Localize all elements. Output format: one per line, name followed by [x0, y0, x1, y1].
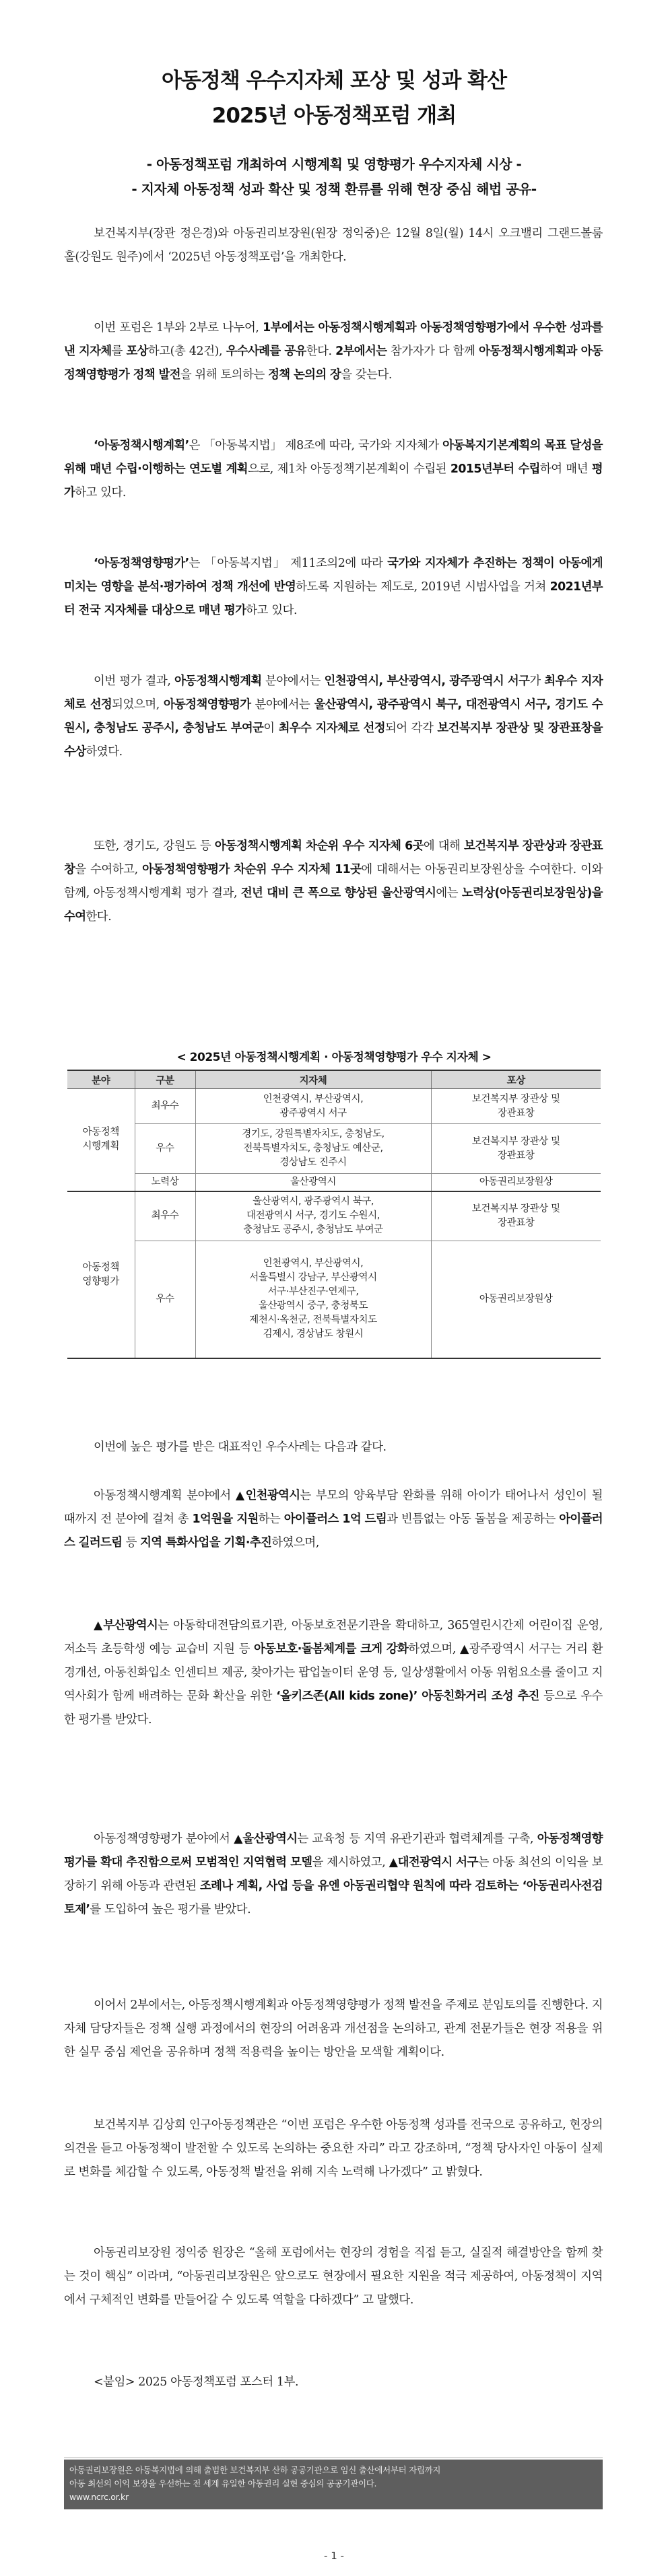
- subheadline-2: - 지자체 아동정책 성과 확산 및 정책 환류를 위해 현장 중심 해법 공유-: [131, 181, 537, 197]
- paragraph-9: ▲부산광역시는 아동학대전담의료기관, 아동보호전문기관을 확대하고, 365열린시간제 어린이집 운영, 저소득 초등학생 예능 교습비 지원 등 아동보호·돌봄체계를 크게 강화하였으며, ▲광주광역시 서구는 거리 환경개선, 아동친화입소 인센티브 제공, 찾아가는 팝업놀이터 운영 등, 일상생활에서 아동 위험요소를 줄이고 지역사회가 함께 배려하는 문화 확산을 위한 ‘올키즈존(All kids zone)’ 아동친화거리 조성 추진 등으로 우수한 평가를 받았다.: [64, 1619, 603, 1727]
- paragraph-13: 아동권리보장원 정익중 원장은 “올해 포럼에서는 현장의 경험을 직접 듣고, 실질적 해결방안을 함께 찾는 것이 핵심” 이라며, “아동권리보장원은 앞으로도 현장에서 필요한 지원을 적극 제공하여, 아동정책이 지역에서 구체적인 변화를 만들어갈 수 있도록 역할을 다하겠다” 고 말했다.: [64, 2246, 603, 2307]
- paragraph-8: 아동정책시행계획 분야에서 ▲인천광역시는 부모의 양육부담 완화를 위해 아이가 태어나서 성인이 될 때까지 전 분야에 걸쳐 총 1억원을 지원하는 아이플러스 1억 드림과 빈틈없는 아동 돌봄을 제공하는 아이플러스 길러드림 등 지역 특화사업을 기획·추진하였으며,: [64, 1489, 603, 1550]
- attachment-note: <붙임> 2025 아동정책포럼 포스터 1부.: [94, 2375, 299, 2389]
- headline-line-2: 2025년 아동정책포럼 개최: [211, 104, 457, 128]
- grade-cell: 우수: [135, 1241, 195, 1358]
- paragraph-7: 이번에 높은 평가를 받은 대표적인 우수사례는 다음과 같다.: [94, 1440, 387, 1454]
- paragraph-6: 또한, 경기도, 강원도 등 아동정책시행계획 차순위 우수 지자체 6곳에 대해 보건복지부 장관상과 장관표창을 수여하고, 아동정책영향평가 차순위 우수 지자체 11곳에 대해서는 아동권리보장원상을 수여한다. 이와 함께, 아동정책시행계획 평가 결과, 전년 대비 큰 폭으로 향상된 울산광역시에는 노력상(아동권리보장원상)을 수여한다.: [64, 839, 603, 924]
- paragraph-2: 이번 포럼은 1부와 2부로 나누어, 1부에서는 아동정책시행계획과 아동정책영향평가에서 우수한 성과를 낸 지자체를 포상하고(총 42건), 우수사례를 공유한다. 2부에서는 참가자가 다 함께 아동정책시행계획과 아동정책영향평가 정책 발전을 위해 토의하는 정책 논의의 장을 갖는다.: [64, 321, 603, 382]
- table-header-row: [67, 1070, 601, 1089]
- award-cell: 보건복지부 장관상 및 장관표창: [431, 1124, 601, 1174]
- paragraph-3: ‘아동정책시행계획’은 「아동복지법」 제8조에 따라, 국가와 지자체가 아동복지기본계획의 목표 달성을 위해 매년 수립·이행하는 연도별 계획으로, 제1차 아동정책기본계획이 수립된 2015년부터 수립하여 매년 평가하고 있다.: [64, 439, 603, 499]
- footer-website-link[interactable]: www.ncrc.or.kr: [69, 2492, 129, 2502]
- region-cell: 인천광역시, 부산광역시, 광주광역시 서구: [195, 1089, 431, 1124]
- page-number: - 1 -: [324, 2550, 344, 2562]
- header-region: 지자체: [195, 1070, 431, 1089]
- header-field: 분야: [67, 1070, 135, 1089]
- paragraph-11: 이어서 2부에서는, 아동정책시행계획과 아동정책영향평가 정책 발전을 주제로 분임토의를 진행한다. 지자체 담당자들은 정책 실행 과정에서의 현장의 어려움과 개선점을 논의하고, 관계 전문가들은 현장 적용을 위한 실무 중심 제언을 공유하며 정책 적용력을 높이는 방안을 모색할 계획이다.: [64, 1998, 603, 2059]
- table-row: [67, 1089, 601, 1124]
- headline-line-1: 아동정책 우수지자체 포상 및 성과 확산: [161, 69, 507, 93]
- grade-cell: 노력상: [135, 1174, 195, 1191]
- paragraph-12: 보건복지부 김상희 인구아동정책관은 “이번 포럼은 우수한 아동정책 성과를 전국으로 공유하고, 현장의 의견을 듣고 아동정책이 발전할 수 있도록 논의하는 중요한 자리” 라고 강조하며, “정책 당사자인 아동이 실제로 변화를 체감할 수 있도록, 아동정책 발전을 위해 지속 노력해 나가겠다” 고 밝혔다.: [64, 2118, 603, 2179]
- award-cell: 보건복지부 장관상 및 장관표창: [431, 1089, 601, 1124]
- awards-table: [67, 1070, 601, 1359]
- paragraph-4: ‘아동정책영향평가’는 「아동복지법」 제11조의2에 따라 국가와 지자체가 추진하는 정책이 아동에게 미치는 영향을 분석·평가하여 정책 개선에 반영하도록 지원하는 제도로, 2019년 시범사업을 거쳐 2021년부터 전국 지자체를 대상으로 매년 평가하고 있다.: [64, 557, 603, 617]
- region-cell: 경기도, 강원특별자치도, 충청남도, 전북특별자치도, 충청남도 예산군, 경상남도 진주시: [195, 1124, 431, 1174]
- paragraph-10: 아동정책영향평가 분야에서 ▲울산광역시는 교육청 등 지역 유관기관과 협력체계를 구축, 아동정책영향평가를 확대 추진함으로써 모범적인 지역협력 모델을 제시하였고, ▲대전광역시 서구는 아동 최선의 이익을 보장하기 위해 아동과 관련된 조례나 계획, 사업 등을 유엔 아동권리협약 원칙에 따라 검토하는 ‘아동권리사전검토제’를 도입하여 높은 평가를 받았다.: [64, 1832, 603, 1916]
- header-grade: 구분: [135, 1070, 195, 1089]
- footer-line: 아동권리보장원은 아동복지법에 의해 출범한 보건복지부 산하 공공기관으로 임신 출산에서부터 자립까지: [69, 2465, 441, 2475]
- table-row: [67, 1191, 601, 1241]
- table-row: [67, 1124, 601, 1174]
- paragraph-1: 보건복지부(장관 정은경)와 아동권리보장원(원장 정익중)은 12월 8일(월) 14시 오크밸리 그랜드볼룸 홀(강원도 원주)에서 ‘2025년 아동정책포럼’을 개최한다.: [64, 227, 603, 264]
- region-cell: 울산광역시, 광주광역시 북구, 대전광역시 서구, 경기도 수원시, 충청남도 공주시, 충청남도 부여군: [195, 1191, 431, 1241]
- table-title: < 2025년 아동정책시행계획 · 아동정책영향평가 우수 지자체 >: [176, 1051, 492, 1064]
- award-cell: 아동권리보장원상: [431, 1174, 601, 1191]
- table-row: [67, 1174, 601, 1191]
- award-cell: 보건복지부 장관상 및 장관표창: [431, 1191, 601, 1241]
- grade-cell: 최우수: [135, 1191, 195, 1241]
- category-cell: 아동정책 시행계획: [67, 1089, 135, 1191]
- grade-cell: 우수: [135, 1124, 195, 1174]
- table-row: [67, 1241, 601, 1358]
- category-cell: 아동정책 영향평가: [67, 1191, 135, 1358]
- header-award: 포상: [431, 1070, 601, 1089]
- subheadline-1: - 아동정책포럼 개최하여 시행계획 및 영향평가 우수지자체 시상 -: [146, 156, 522, 172]
- paragraph-5: 이번 평가 결과, 아동정책시행계획 분야에서는 인천광역시, 부산광역시, 광주광역시 서구가 최우수 지자체로 선정되었으며, 아동정책영향평가 분야에서는 울산광역시, 광주광역시 북구, 대전광역시 서구, 경기도 수원시, 충청남도 공주시, 충청남도 부여군이 최우수 지자체로 선정되어 각각 보건복지부 장관상 및 장관표창을 수상하였다.: [64, 674, 603, 759]
- footer-line: 아동 최선의 이익 보장을 우선하는 전 세계 유일한 아동권리 실현 중심의 공공기관이다.: [69, 2478, 377, 2488]
- footer-box: [64, 2460, 603, 2509]
- grade-cell: 최우수: [135, 1089, 195, 1124]
- region-cell: 울산광역시: [195, 1174, 431, 1191]
- award-cell: 아동권리보장원상: [431, 1241, 601, 1358]
- region-cell: 인천광역시, 부산광역시, 서울특별시 강남구, 부산광역시 서구·부산진구·연제구, 울산광역시 중구, 충청북도 제천시·옥천군, 전북특별자치도 김제시, 경상남도 창원시: [195, 1241, 431, 1358]
